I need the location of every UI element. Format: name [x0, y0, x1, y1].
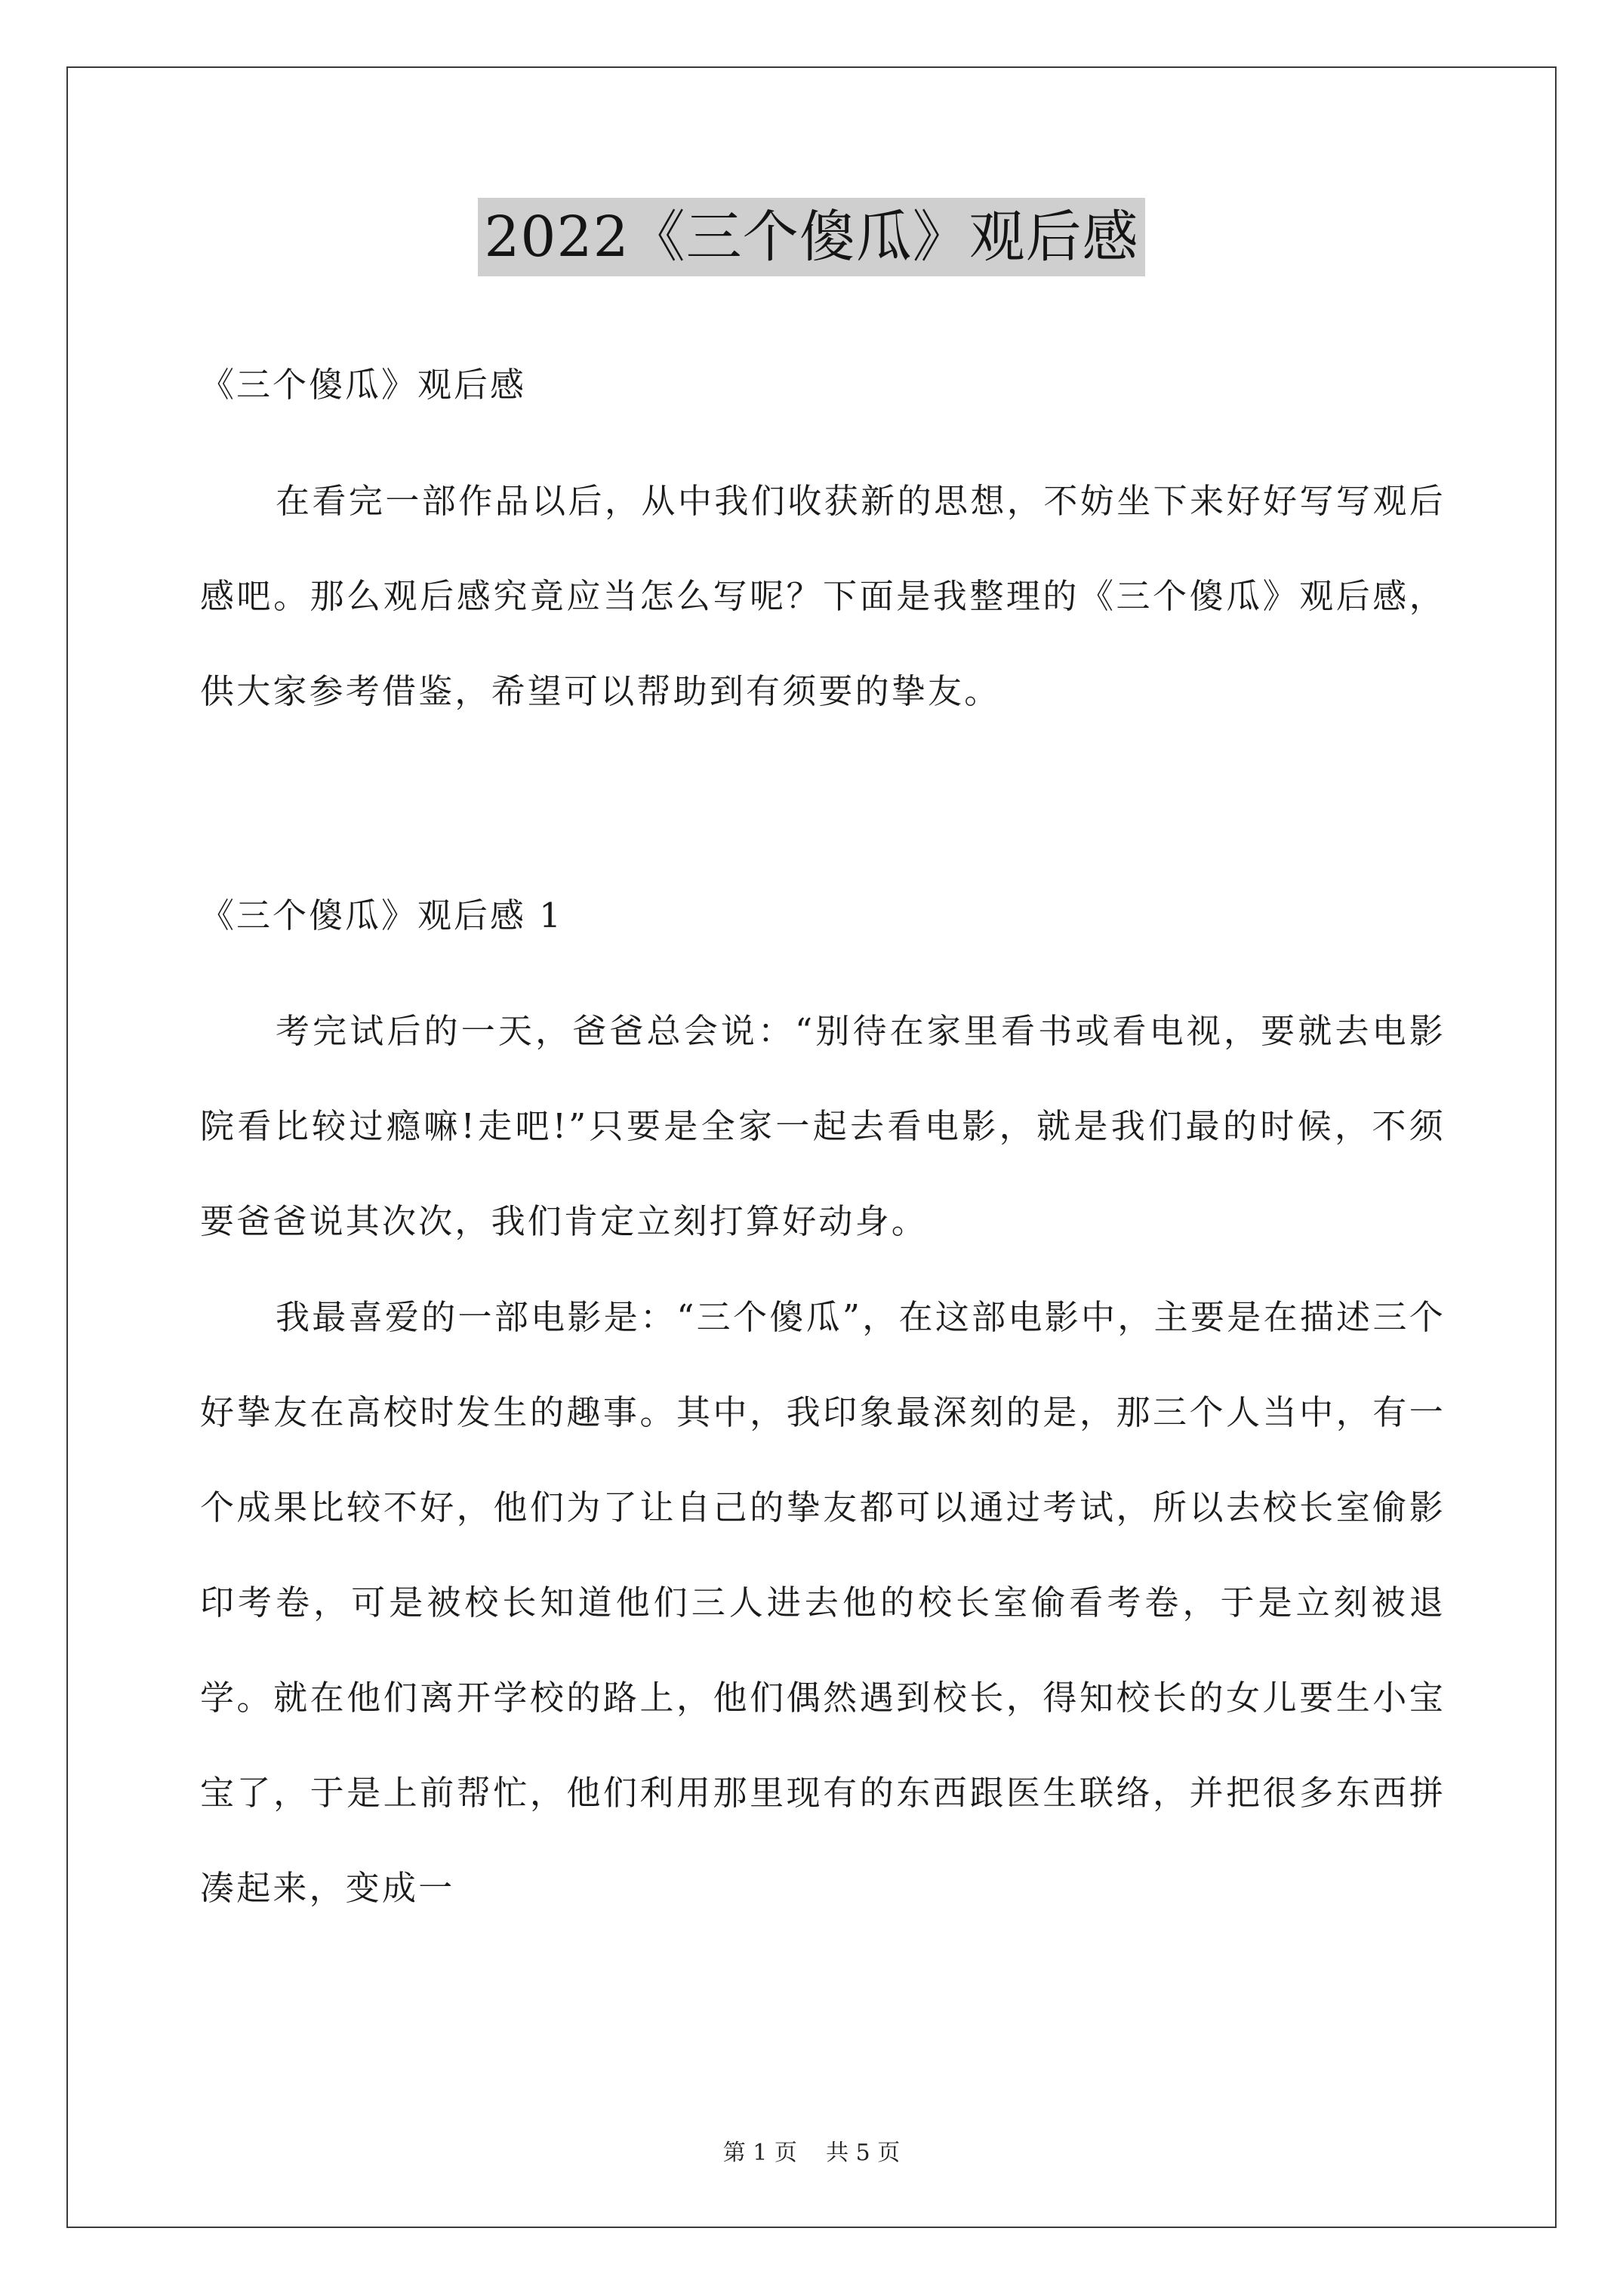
body-paragraph-2: 我最喜爱的一部电影是：“三个傻瓜”，在这部电影中，主要是在描述三个好挚友在高校时发生的趣事。其中，我印象最深刻的是，那三个人当中，有一个成果比较不好，他们为了让自己的挚友都可以通过考试，所以去校长室偷影印考卷，可是被校长知道他们三人进去他的校长室偷看考卷，于是立刻被退学。就在他们离开学校的路上，他们偶然遇到校长，得知校长的女儿要生小宝宝了，于是上前帮忙，他们利用那里现有的东西跟医生联络，并把很多东西拼凑起来，变成一: [200, 1297, 1446, 1908]
body-paragraph-1: 考完试后的一天，爸爸总会说：“别待在家里看书或看电视，要就去电影院看比较过瘾嘛!走吧!”只要是全家一起去看电影，就是我们最的时候，不须要爸爸说其次次，我们肯定立刻打算好动身。: [200, 1011, 1446, 1241]
page-footer: [0, 2138, 1623, 2168]
page-total: 共 5 页: [826, 2140, 901, 2166]
title-container: [0, 198, 1623, 276]
page-number: 第 1 页: [722, 2140, 797, 2166]
subtitle: 《三个傻瓜》观后感: [200, 365, 527, 405]
intro-paragraph: 在看完一部作品以后，从中我们收获新的思想，不妨坐下来好好写写观后感吧。那么观后感究竟应当怎么写呢？下面是我整理的《三个傻瓜》观后感，供大家参考借鉴，希望可以帮助到有须要的挚友。: [200, 481, 1446, 711]
section-heading: 《三个傻瓜》观后感 1: [200, 895, 563, 935]
document-title: 2022《三个傻瓜》观后感: [478, 198, 1144, 276]
